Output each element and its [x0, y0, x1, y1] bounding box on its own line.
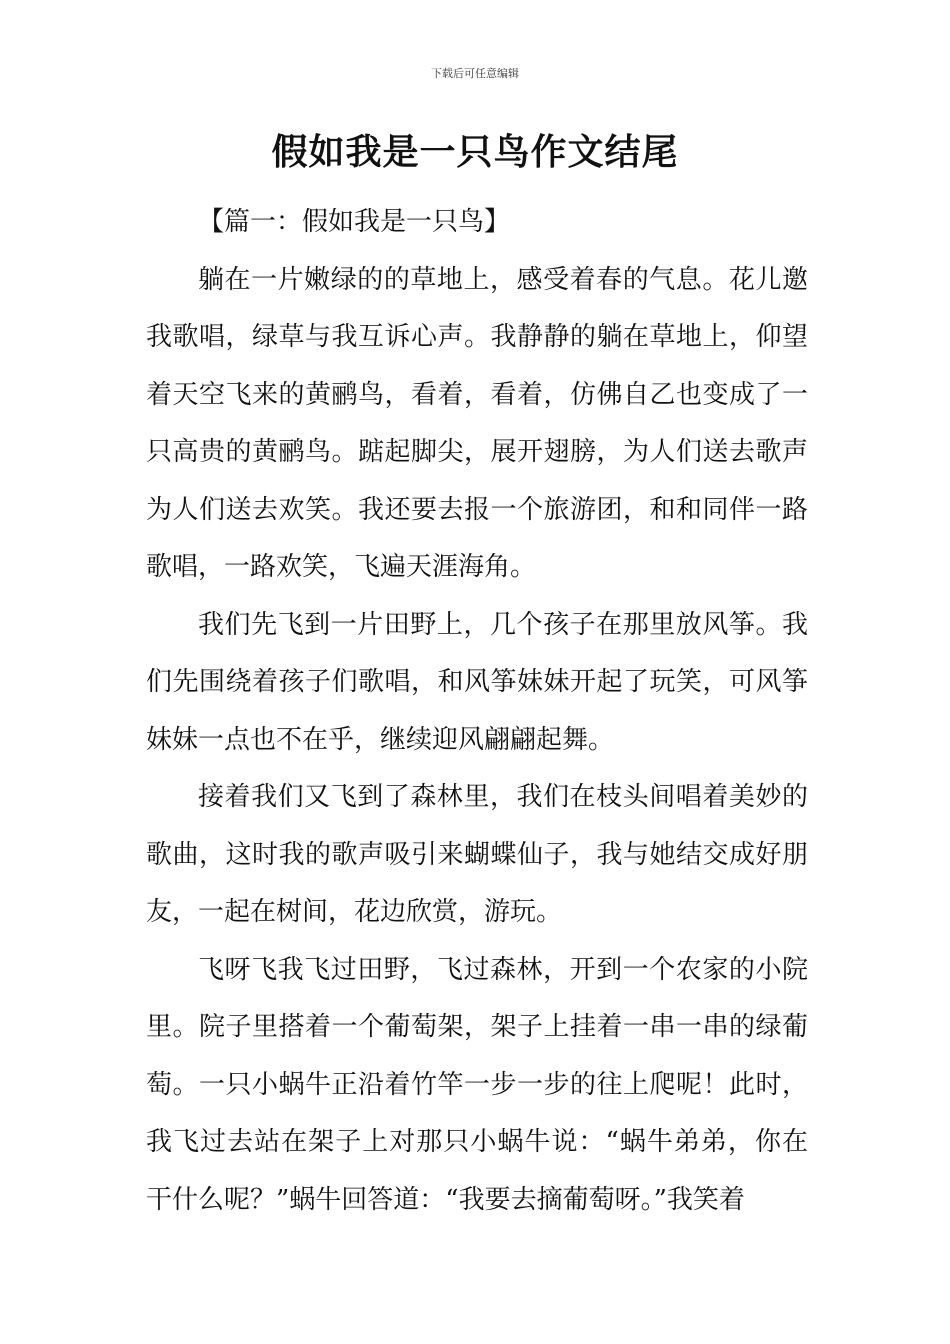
paragraph-2: 我们先飞到一片田野上，几个孩子在那里放风筝。我们先围绕着孩子们歌唱，和风筝妹妹开起了玩笑，可风筝妹妹一点也不在乎，继续迎风翩翩起舞。 [146, 609, 808, 755]
document-body [146, 194, 808, 1229]
document-title: 假如我是一只鸟作文结尾 [271, 132, 679, 173]
paragraph-3: 接着我们又飞到了森林里，我们在枝头间唱着美妙的歌曲，这时我的歌声吸引来蝴蝶仙子，我与她结交成好朋友，一起在树间，花边欣赏，游玩。 [146, 782, 808, 927]
paragraph-4: 飞呀飞我飞过田野，飞过森林，开到一个农家的小院里。院子里搭着一个葡萄架，架子上挂着一串一串的绿葡萄。一只小蜗牛正沿着竹竿一步一步的往上爬呢！此时，我飞过去站在架子上对那只小蜗牛说：“蜗牛弟弟，你在干什么呢？”蜗牛回答道：“我要去摘葡萄呀。”我笑着 [146, 954, 808, 1215]
paragraph-1: 躺在一片嫩绿的的草地上，感受着春的气息。花儿邀我歌唱，绿草与我互诉心声。我静静的躺在草地上，仰望着天空飞来的黄鹂鸟，看着，看着，仿佛自乙也变成了一只高贵的黄鹂鸟。踮起脚尖，展开翅膀，为人们送去歌声为人们送去欢笑。我还要去报一个旅游团，和和同伴一路歌唱，一路欢笑，飞遍天涯海角。 [146, 264, 808, 582]
header-note: 下载后可任意编辑 [431, 67, 519, 80]
section-heading: 【篇一：假如我是一只鸟】 [198, 207, 511, 237]
